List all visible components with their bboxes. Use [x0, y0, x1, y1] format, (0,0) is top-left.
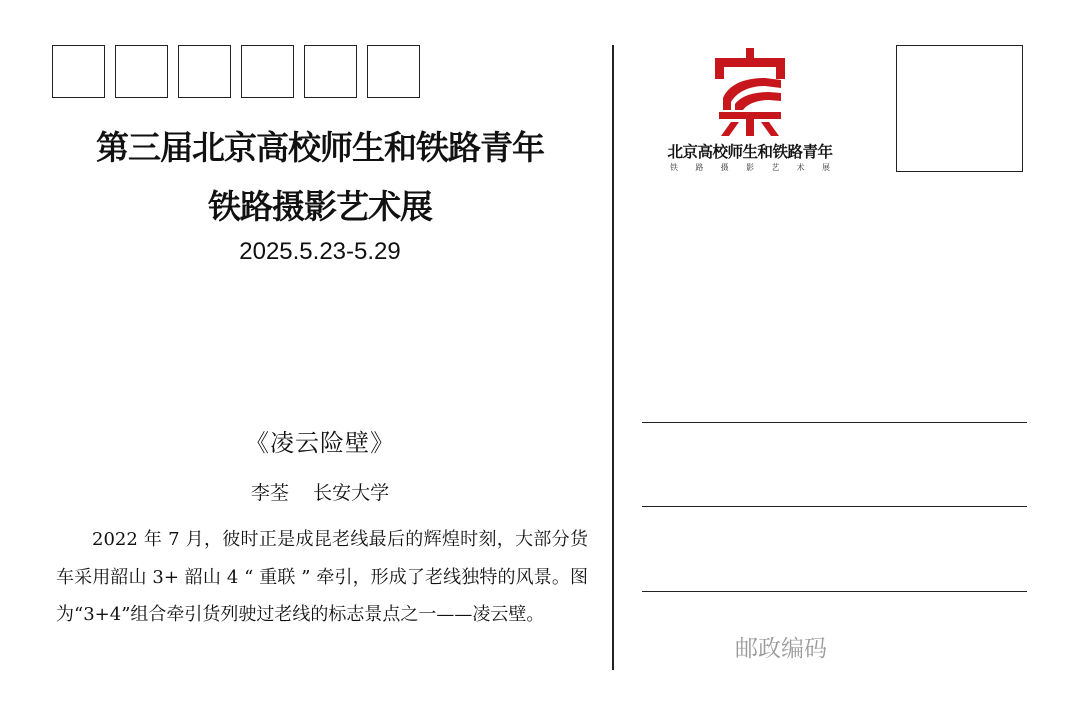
postcode-boxes — [52, 45, 420, 98]
logo-sub-char: 展 — [821, 163, 830, 172]
address-line — [642, 422, 1027, 423]
address-line — [642, 591, 1027, 592]
logo-subtitle — [670, 162, 830, 173]
postcode-box — [304, 45, 357, 98]
railway-logo-icon — [715, 48, 785, 136]
postcode-box — [367, 45, 420, 98]
logo-name: 北京高校师生和铁路青年 — [667, 143, 833, 161]
logo-shape — [715, 48, 785, 136]
postcode-box — [241, 45, 294, 98]
event-title-line2: 铁路摄影艺术展 — [208, 187, 432, 226]
event-dates: 2025.5.23-5.29 — [239, 238, 401, 265]
exhibition-logo — [650, 48, 850, 178]
logo-sub-char: 路 — [695, 163, 704, 172]
work-description: 2022 年 7 月，彼时正是成昆老线最后的辉煌时刻，大部分货车采用韶山 3+ 韶山 4 “ 重联 ” 牵引，形成了老线独特的风景。图为“3+4”组合牵引货列驶过老线的标志景点之一——凌云壁。 — [56, 529, 588, 625]
stamp-box — [896, 45, 1023, 172]
event-title-line1: 第三届北京高校师生和铁路青年 — [96, 128, 544, 167]
logo-sub-char: 摄 — [720, 163, 729, 172]
logo-sub-char: 铁 — [670, 163, 678, 172]
postcard-divider — [612, 45, 614, 670]
postcode-box — [52, 45, 105, 98]
postcode-box — [178, 45, 231, 98]
logo-sub-char: 影 — [745, 163, 754, 172]
work-title: 《凌云险壁》 — [245, 429, 395, 457]
logo-sub-char: 艺 — [771, 163, 780, 172]
postcode-box — [115, 45, 168, 98]
postcode-label: 邮政编码 — [735, 636, 827, 662]
address-line — [642, 506, 1027, 507]
logo-sub-char: 术 — [796, 163, 805, 172]
work-author: 李荃 长安大学 — [250, 482, 390, 504]
